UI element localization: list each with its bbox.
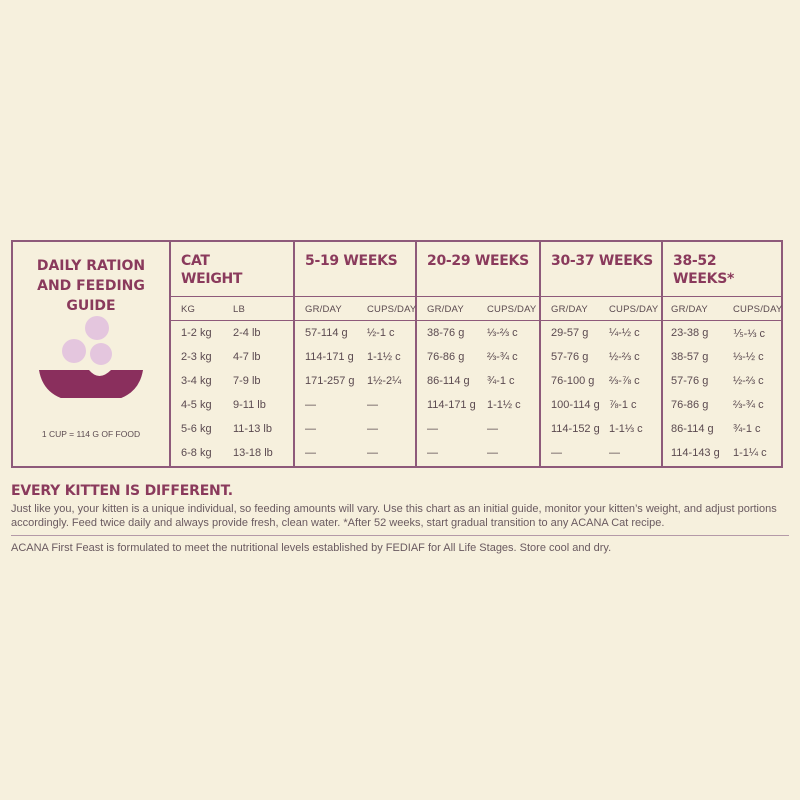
- gr-cell: 57-76 g: [671, 375, 709, 387]
- gr-cell: 100-114 g: [551, 399, 600, 411]
- ration-row: [417, 345, 539, 369]
- gr-cell: 114-171 g: [305, 351, 354, 363]
- cups-cell: ⅓-⅔ c: [487, 327, 518, 339]
- gr-label: GR/DAY: [305, 304, 342, 315]
- ration-row: [417, 321, 539, 345]
- age-subheader: [541, 297, 661, 321]
- divider: [11, 535, 789, 536]
- ration-row: [295, 417, 415, 441]
- gr-label: GR/DAY: [671, 304, 708, 315]
- cups-label: CUPS/DAY: [609, 304, 659, 315]
- cups-cell: ⅔-¾ c: [733, 399, 764, 411]
- cups-cell: —: [609, 447, 620, 459]
- weight-subheader: [171, 297, 293, 321]
- cups-cell: —: [367, 399, 378, 411]
- gr-cell: 171-257 g: [305, 375, 355, 387]
- food-bowl-icon: [31, 308, 151, 398]
- cups-cell: 1-1⅓ c: [609, 423, 643, 435]
- cups-cell: ½-1 c: [367, 327, 395, 339]
- cups-cell: ⅞-1 c: [609, 399, 637, 411]
- lb-cell: 2-4 lb: [233, 327, 261, 339]
- body-text: Just like you, your kitten is a unique individual, so feeding amounts will vary. Use this chart as an initial guide, monitor your kitten’s weight, and adjust portions accordingly. Feed twice daily and always provide fresh, clean water. *After 52 weeks, start gradual transition to any ACANA Cat recipe.: [11, 503, 777, 529]
- ration-row: [541, 417, 661, 441]
- ration-row: [417, 441, 539, 465]
- ration-row: [541, 345, 661, 369]
- age-subheader: [417, 297, 539, 321]
- feeding-chart: [11, 240, 783, 468]
- gr-cell: —: [305, 399, 316, 411]
- cups-cell: 1-1½ c: [367, 351, 401, 363]
- lb-cell: 13-18 lb: [233, 447, 273, 459]
- ration-row: [541, 369, 661, 393]
- cups-cell: ⅔-⅞ c: [609, 375, 640, 387]
- weight-row: [171, 369, 293, 393]
- gr-cell: 76-86 g: [427, 351, 465, 363]
- gr-cell: 86-114 g: [671, 423, 714, 435]
- kibble-icon: [90, 343, 112, 365]
- age-subheader: [663, 297, 781, 321]
- ration-row: [541, 441, 661, 465]
- cups-cell: 1½-2¼: [367, 375, 402, 387]
- cups-cell: ¾-1 c: [487, 375, 515, 387]
- kg-label: KG: [181, 304, 196, 315]
- ration-row: [295, 369, 415, 393]
- kg-cell: 1-2 kg: [181, 327, 212, 339]
- gr-cell: 86-114 g: [427, 375, 470, 387]
- weight-column: [171, 242, 295, 466]
- guide-panel: [13, 242, 171, 466]
- gr-cell: —: [427, 423, 438, 435]
- ration-row: [663, 321, 781, 345]
- cup-conversion-note: 1 CUP = 114 G OF FOOD: [41, 429, 141, 439]
- cups-cell: ½-⅔ c: [733, 375, 764, 387]
- age-column-38-52: [663, 242, 781, 466]
- gr-cell: —: [427, 447, 438, 459]
- age-column-5-19: [295, 242, 417, 466]
- lb-cell: 9-11 lb: [233, 399, 266, 411]
- cups-cell: 1-1¼ c: [733, 447, 767, 459]
- weight-row: [171, 321, 293, 345]
- cups-cell: —: [367, 447, 378, 459]
- cups-cell: 1-1½ c: [487, 399, 521, 411]
- gr-cell: 57-114 g: [305, 327, 348, 339]
- ration-row: [295, 441, 415, 465]
- weight-row: [171, 345, 293, 369]
- lb-cell: 7-9 lb: [233, 375, 261, 387]
- weight-header: CAT WEIGHT: [171, 242, 293, 297]
- guide-title: DAILY RATION AND FEEDING GUIDE: [36, 258, 146, 314]
- gr-label: GR/DAY: [551, 304, 588, 315]
- gr-cell: 76-86 g: [671, 399, 709, 411]
- kibble-icon: [62, 339, 86, 363]
- weight-row: [171, 441, 293, 465]
- cups-cell: —: [487, 423, 498, 435]
- kg-cell: 2-3 kg: [181, 351, 212, 363]
- gr-cell: 23-38 g: [671, 327, 709, 339]
- cups-cell: ¾-1 c: [733, 423, 761, 435]
- cups-cell: ⅕-⅓ c: [733, 328, 766, 340]
- gr-cell: —: [305, 447, 316, 459]
- age-column-20-29: [417, 242, 541, 466]
- ration-row: [541, 321, 661, 345]
- kg-cell: 5-6 kg: [181, 423, 212, 435]
- weight-row: [171, 393, 293, 417]
- headline: EVERY KITTEN IS DIFFERENT.: [11, 483, 233, 499]
- cups-label: CUPS/DAY: [733, 304, 783, 315]
- ration-row: [295, 393, 415, 417]
- gr-cell: 38-57 g: [671, 351, 709, 363]
- age-subheader: [295, 297, 415, 321]
- cups-cell: ½-⅔ c: [609, 351, 640, 363]
- cups-label: CUPS/DAY: [367, 304, 417, 315]
- cups-cell: —: [487, 447, 498, 459]
- ration-row: [417, 393, 539, 417]
- cups-label: CUPS/DAY: [487, 304, 537, 315]
- age-header: 30-37 WEEKS: [541, 242, 661, 297]
- gr-cell: 76-100 g: [551, 375, 595, 387]
- gr-cell: —: [551, 447, 562, 459]
- ration-row: [417, 417, 539, 441]
- ration-row: [663, 393, 781, 417]
- cups-cell: ¼-½ c: [609, 327, 640, 339]
- ration-row: [663, 441, 781, 465]
- gr-cell: 57-76 g: [551, 351, 589, 363]
- ration-row: [417, 369, 539, 393]
- age-column-30-37: [541, 242, 663, 466]
- gr-cell: 38-76 g: [427, 327, 465, 339]
- cups-cell: ⅔-¾ c: [487, 351, 518, 363]
- gr-cell: 114-171 g: [427, 399, 476, 411]
- ration-row: [541, 393, 661, 417]
- gr-label: GR/DAY: [427, 304, 464, 315]
- gr-cell: 29-57 g: [551, 327, 589, 339]
- kg-cell: 6-8 kg: [181, 447, 212, 459]
- lb-label: LB: [233, 304, 246, 315]
- lb-cell: 11-13 lb: [233, 423, 272, 435]
- gr-cell: 114-152 g: [551, 423, 600, 435]
- ration-row: [295, 321, 415, 345]
- kg-cell: 4-5 kg: [181, 399, 212, 411]
- lb-cell: 4-7 lb: [233, 351, 261, 363]
- age-header: 20-29 WEEKS: [417, 242, 539, 297]
- kg-cell: 3-4 kg: [181, 375, 212, 387]
- gr-cell: 114-143 g: [671, 447, 720, 459]
- cups-cell: ⅓-½ c: [733, 351, 764, 363]
- ration-row: [663, 369, 781, 393]
- weight-row: [171, 417, 293, 441]
- gr-cell: —: [305, 423, 316, 435]
- ration-row: [663, 417, 781, 441]
- age-header: 38-52 WEEKS*: [663, 242, 781, 297]
- ration-row: [295, 345, 415, 369]
- cups-cell: —: [367, 423, 378, 435]
- footer-text: ACANA First Feast is formulated to meet the nutritional levels established by FEDIAF for All Life Stages. Store cool and dry.: [11, 542, 612, 554]
- ration-row: [663, 345, 781, 369]
- bowl-shape: [39, 370, 143, 398]
- kibble-icon: [85, 316, 109, 340]
- age-header: 5-19 WEEKS: [295, 242, 415, 297]
